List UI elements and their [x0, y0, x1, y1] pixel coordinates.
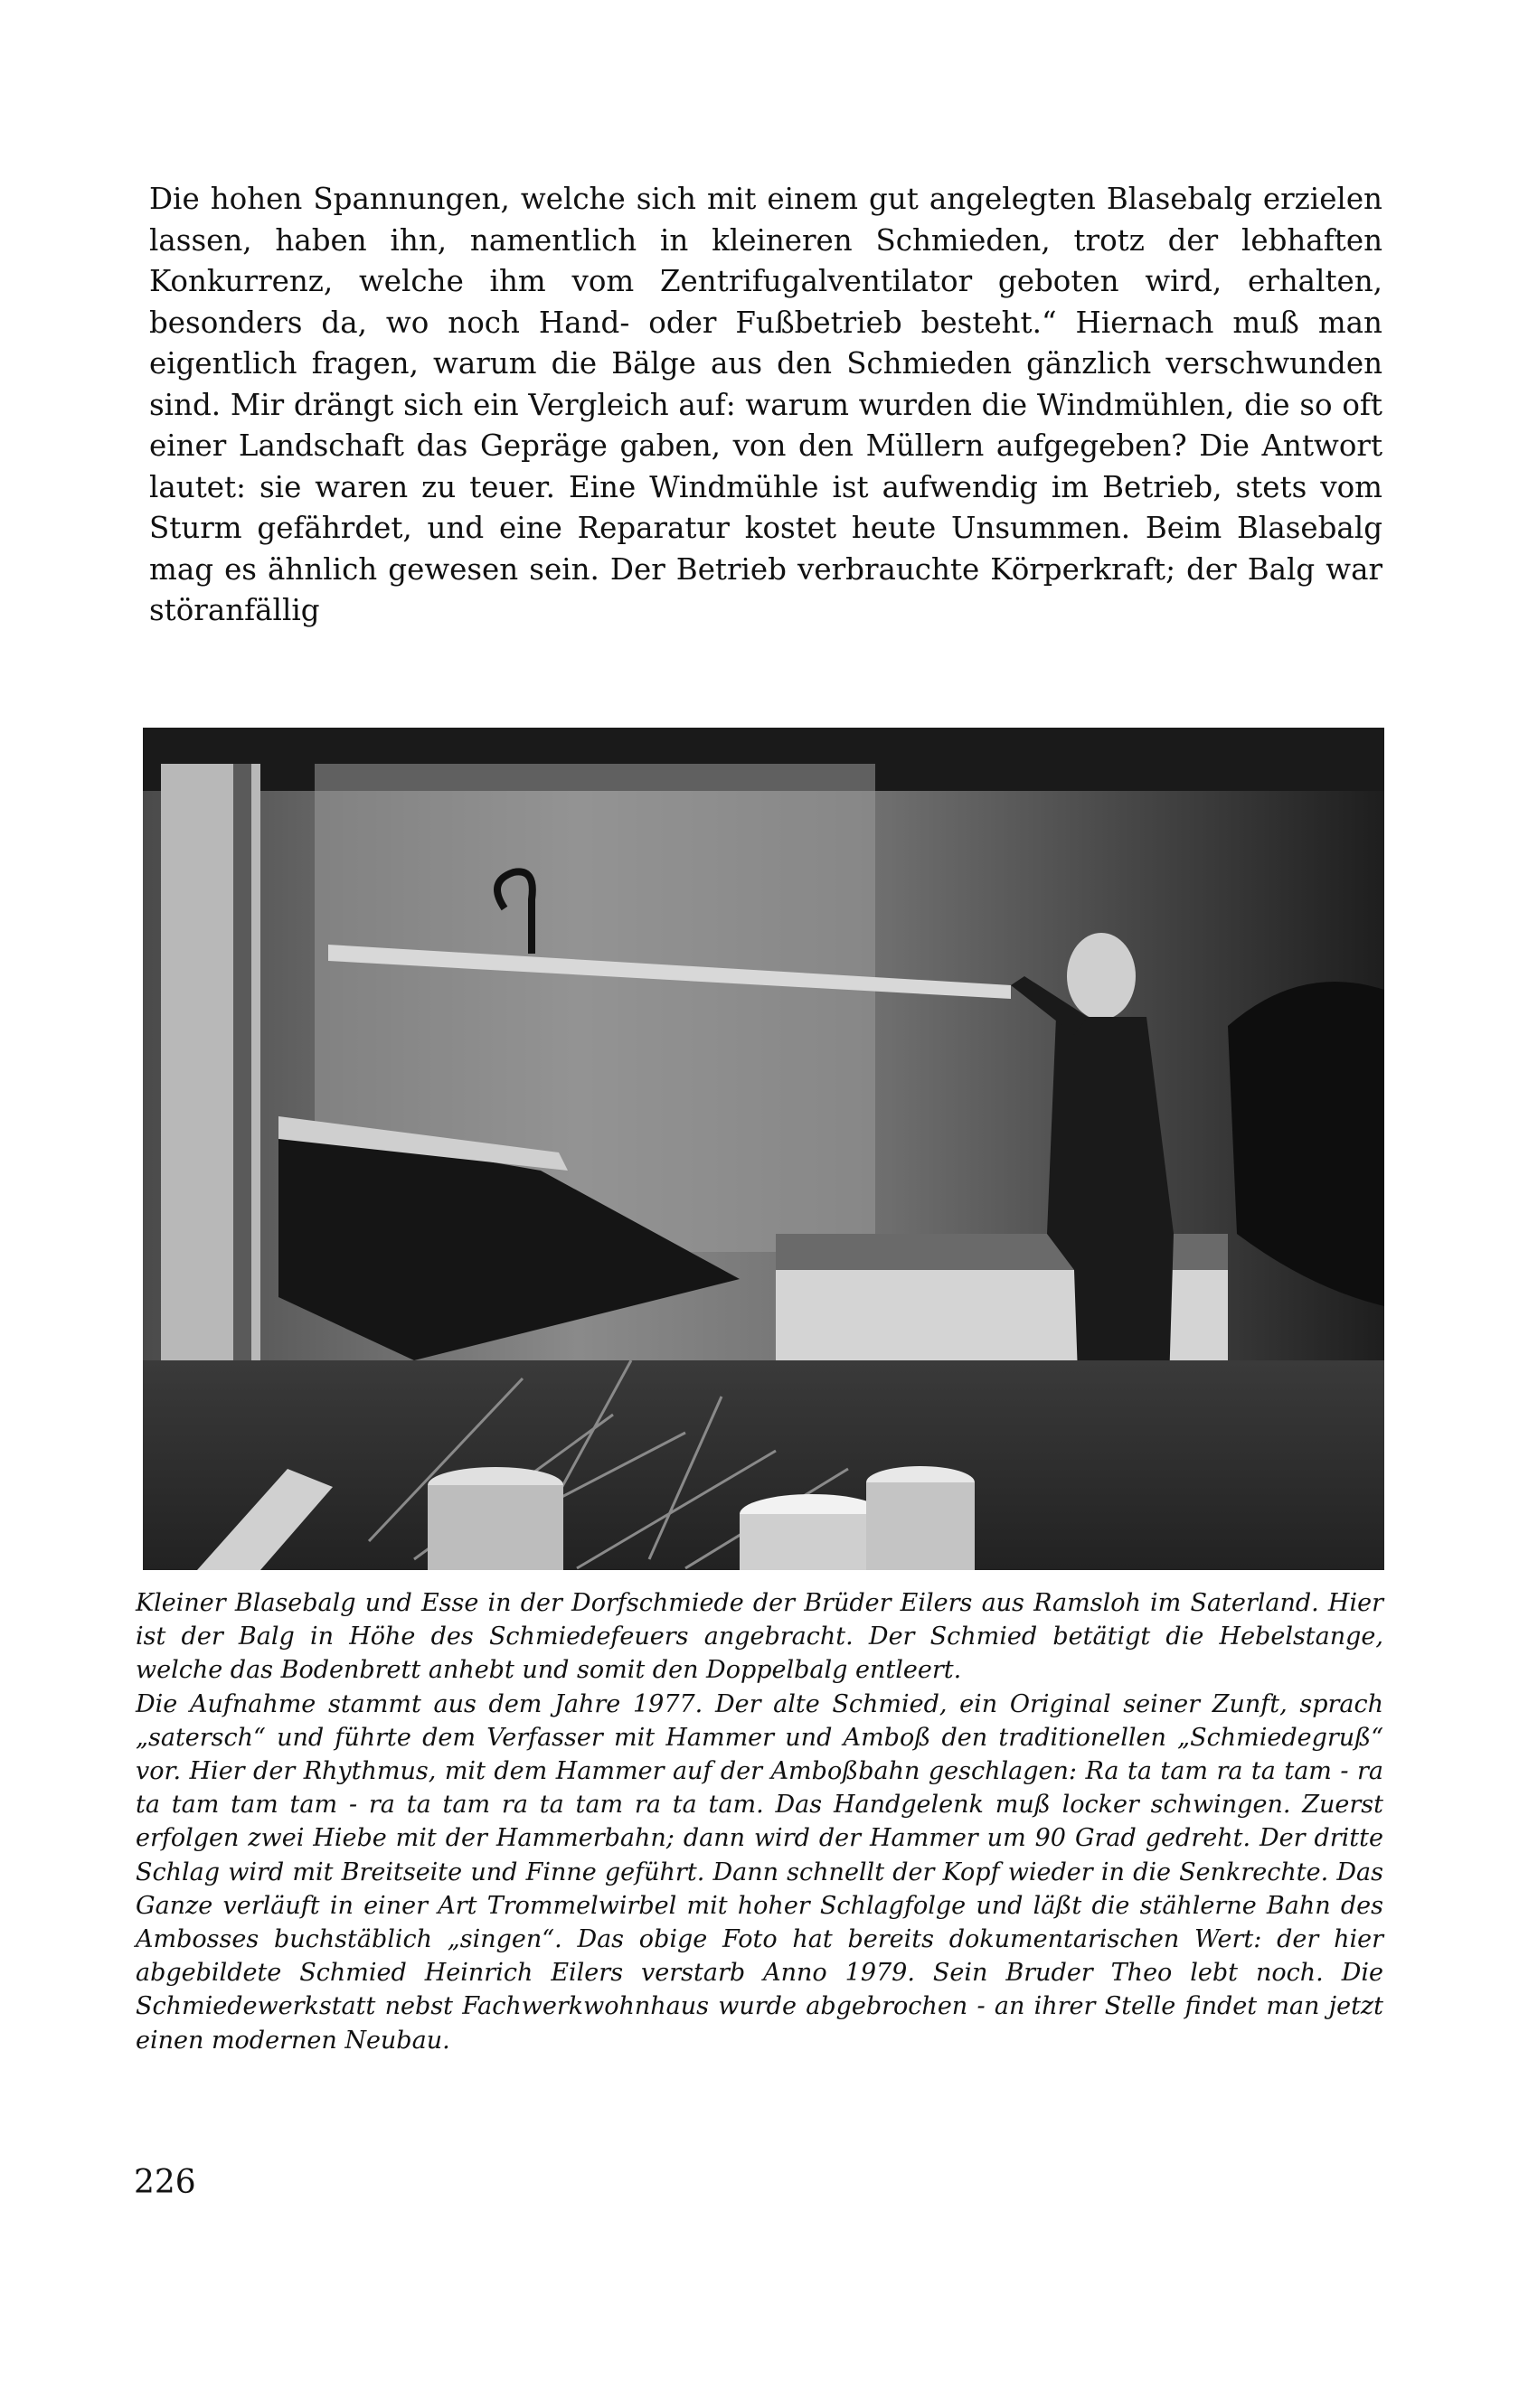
caption-paragraph-1: Kleiner Blasebalg und Esse in der Dorfschmiede der Brüder Eilers aus Ramsloh im Saterland. Hier ist der Balg in Höhe des Schmiedefeuers angebracht. Der Schmied betätigt die Hebelstange, welche das Bodenbrett anhebt und somit den Doppelbalg entleert. [136, 1589, 1383, 1685]
tin [866, 1482, 975, 1570]
page-number: 226 [134, 2164, 196, 2201]
body-paragraph: Die hohen Spannungen, welche sich mit einem gut angelegten Blasebalg erzielen lassen, haben ihn, namentlich in kleineren Schmieden, trotz der lebhaften Konkurrenz, welche ihm vom Zentrifugalventilator geboten wird, erhalten, besonders da, wo noch Hand- oder Fußbetrieb besteht.“ Hiernach muß man eigentlich fragen, warum die Bälge aus den Schmieden gänzlich verschwunden sind. Mir drängt sich ein Vergleich auf: warum wurden die Windmühlen, die so oft einer Landschaft das Gepräge gaben, von den Müllern aufgegeben? Die Antwort lautet: sie waren zu teuer. Eine Windmühle ist aufwendig im Betrieb, stets vom Sturm gefährdet, und eine Reparatur kostet heute Unsummen. Beim Blasebalg mag es ähnlich gewesen sein. Der Betrieb verbrauchte Körperkraft; der Balg war störanfällig [149, 182, 1382, 627]
photo-caption [136, 1586, 1383, 2057]
photo-blacksmith-forge [143, 728, 1384, 1570]
bucket [428, 1485, 563, 1570]
pail [740, 1514, 884, 1570]
blacksmith-head [1067, 933, 1136, 1020]
caption-paragraph-2: Die Aufnahme stammt aus dem Jahre 1977. Der alte Schmied, ein Original seiner Zunft, sprach „satersch“ und führte dem Verfasser mit Hammer und Amboß den traditionellen „Schmiedegruß“ vor. Hier der Rhythmus, mit dem Hammer auf der Amboßbahn geschlagen: Ra ta tam ra ta tam - ra ta tam tam tam - ra ta tam ra ta tam ra ta tam. Das Handgelenk muß locker schwingen. Zuerst erfolgen zwei Hiebe mit der Hammerbahn; dann wird der Hammer um 90 Grad gedreht. Der dritte Schlag wird mit Breitseite und Finne geführt. Dann schnellt der Kopf wieder in die Senkrechte. Das Ganze verläuft in einer Art Trommelwirbel mit hoher Schlagfolge und läßt die stählerne Bahn des Ambosses buchstäblich „singen“. Das obige Foto hat bereits dokumentarischen Wert: der hier abgebildete Schmied Heinrich Eilers verstarb Anno 1979. Sein Bruder Theo lebt noch. Die Schmiedewerkstatt nebst Fachwerkwohnhaus wurde abgebrochen - an ihrer Stelle findet man jetzt einen modernen Neubau. [136, 1689, 1383, 2055]
photo-illustration [143, 728, 1384, 1570]
